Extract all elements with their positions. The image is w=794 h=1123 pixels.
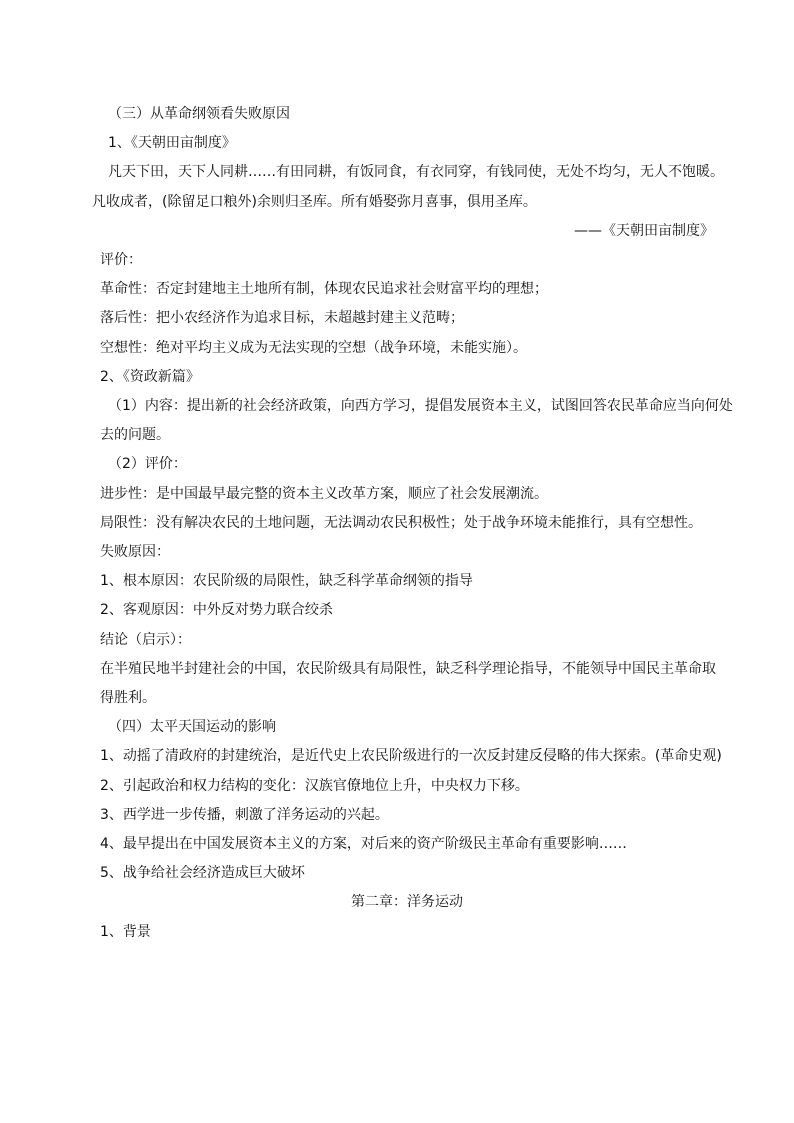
quote-line-2: 凡收成者，(除留足口粮外)余则归圣库。所有婚娶弥月喜事，俱用圣库。 bbox=[92, 193, 537, 210]
conclusion-label: 结论（启示）： bbox=[100, 631, 191, 648]
subheading-zizheng: 2、《资政新篇》 bbox=[100, 368, 200, 385]
section-heading-4: （四）太平天国运动的影响 bbox=[108, 719, 276, 736]
document-body bbox=[92, 100, 733, 947]
zizheng-content-line-1: （1）内容：提出新的社会经济政策，向西方学习，提倡发展资本主义，试图回答农民革命应当向何处 bbox=[108, 398, 733, 415]
impact-2: 2、引起政治和权力结构的变化：汉族官僚地位上升，中央权力下移。 bbox=[100, 777, 529, 794]
impact-5: 5、战争给社会经济造成巨大破坏 bbox=[100, 865, 305, 882]
quote-source: ——《天朝田亩制度》 bbox=[574, 222, 714, 239]
zizheng-evaluation-label: （2）评价： bbox=[108, 456, 187, 473]
evaluation-backward: 落后性：把小农经济作为追求目标，未超越封建主义范畴； bbox=[100, 310, 464, 327]
evaluation-utopian: 空想性：绝对平均主义成为无法实现的空想（战争环境，未能实施）。 bbox=[100, 339, 527, 356]
conclusion-line-1: 在半殖民地半封建社会的中国，农民阶级具有局限性，缺乏科学理论指导，不能领导中国民主革命取 bbox=[100, 660, 716, 677]
evaluation-progressive: 进步性：是中国最早最完整的资本主义改革方案，顺应了社会发展潮流。 bbox=[100, 485, 548, 502]
failure-reason-2: 2、客观原因：中外反对势力联合绞杀 bbox=[100, 602, 333, 619]
impact-1: 1、动摇了清政府的封建统治，是近代史上农民阶级进行的一次反封建反侵略的伟大探索。(革命史观) bbox=[100, 748, 722, 765]
evaluation-revolutionary: 革命性：否定封建地主土地所有制，体现农民追求社会财富平均的理想； bbox=[100, 281, 548, 298]
impact-4: 4、最早提出在中国发展资本主义的方案，对后来的资产阶级民主革命有重要影响…… bbox=[100, 836, 627, 853]
background-heading: 1、背景 bbox=[100, 923, 151, 940]
section-heading-3: （三）从革命纲领看失败原因 bbox=[108, 106, 290, 122]
failure-reason-1: 1、根本原因：农民阶级的局限性，缺乏科学革命纲领的指导 bbox=[100, 573, 473, 590]
evaluation-label: 评价： bbox=[100, 252, 142, 269]
subheading-tianchao: 1、《天朝田亩制度》 bbox=[108, 135, 236, 152]
impact-3: 3、西学进一步传播，刺激了洋务运动的兴起。 bbox=[100, 806, 389, 823]
chapter-title: 第二章：洋务运动 bbox=[351, 894, 463, 911]
zizheng-content-line-2: 去的问题。 bbox=[100, 427, 170, 444]
quote-line-1: 凡天下田，天下人同耕……有田同耕，有饭同食，有衣同穿，有钱同使，无处不均匀，无人不饱暖。 bbox=[108, 164, 724, 181]
failure-reasons-label: 失败原因： bbox=[100, 544, 170, 561]
evaluation-limited: 局限性：没有解决农民的土地问题，无法调动农民积极性；处于战争环境未能推行，具有空想性。 bbox=[100, 514, 702, 531]
conclusion-line-2: 得胜利。 bbox=[100, 690, 156, 707]
